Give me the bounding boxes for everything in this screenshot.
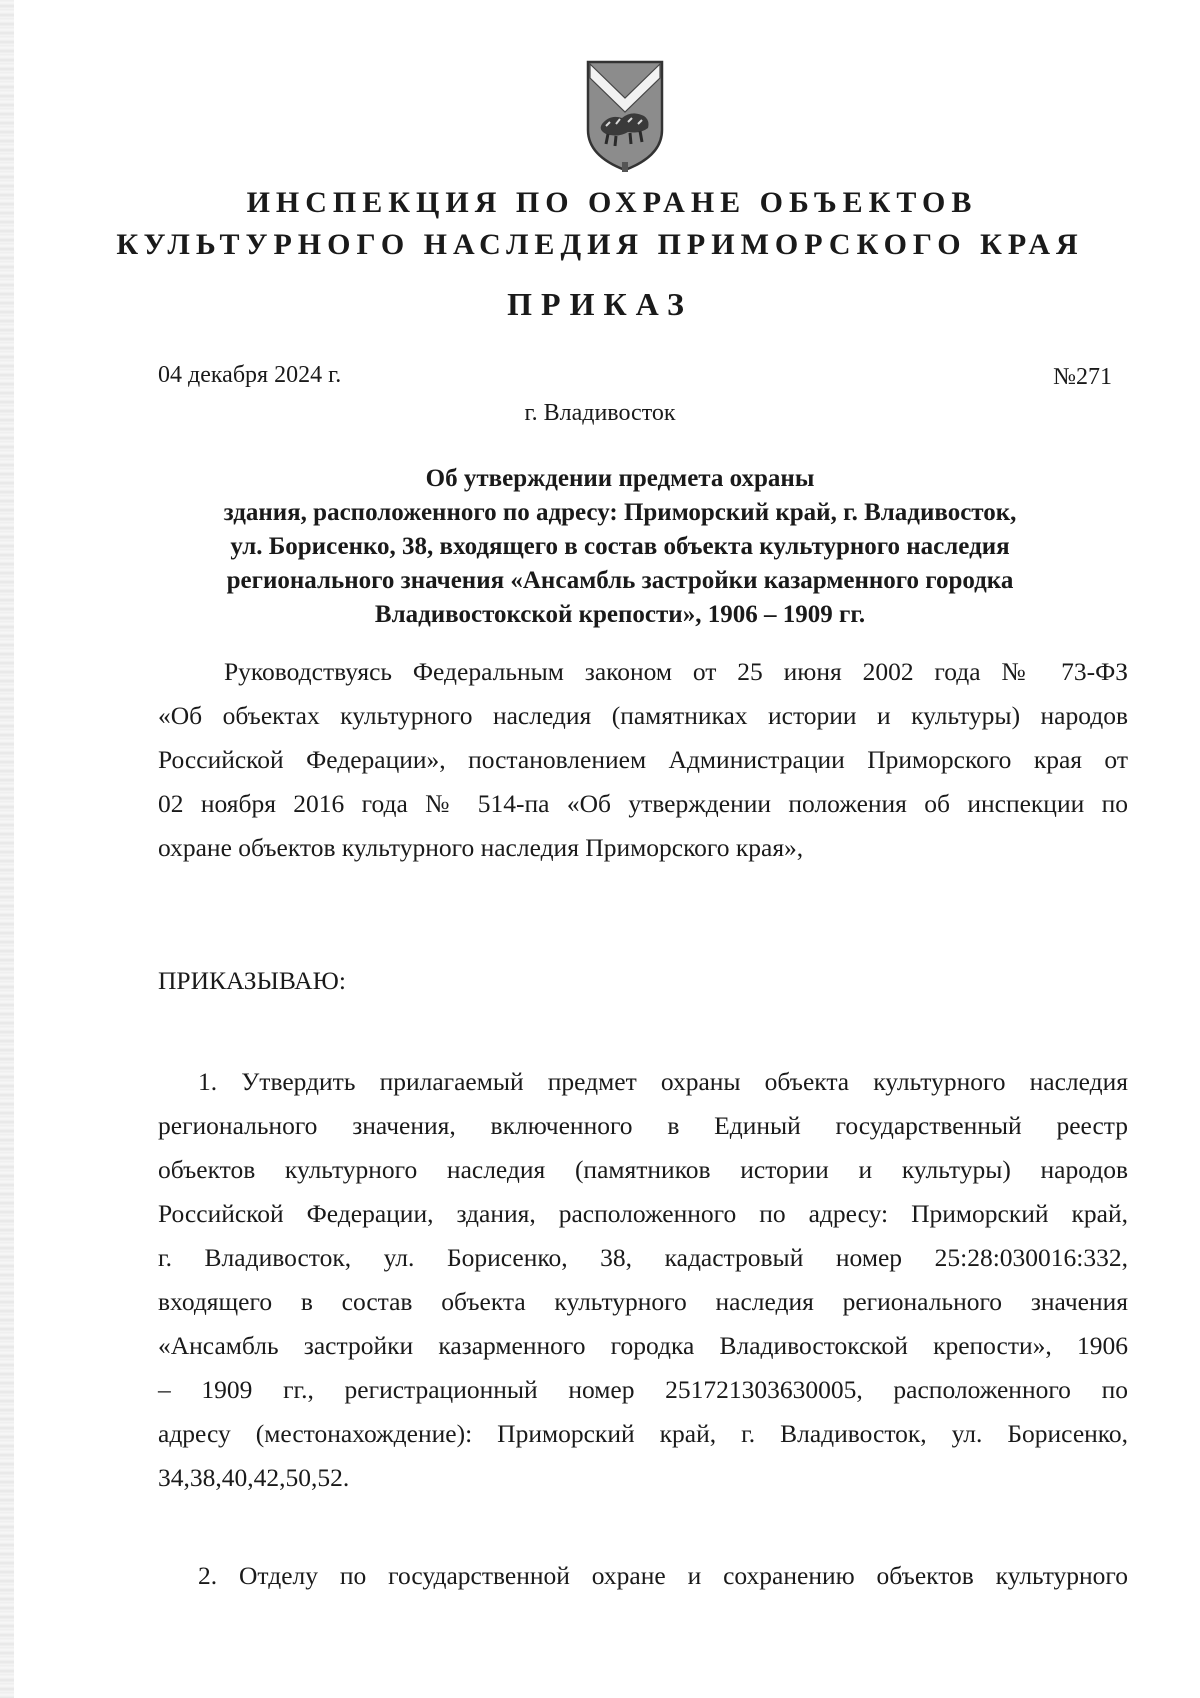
- paragraph-line: 1. Утвердить прилагаемый предмет охраны объекта культурного наследия: [198, 1067, 1128, 1096]
- organization-name-line-2: КУЛЬТУРНОГО НАСЛЕДИЯ ПРИМОРСКОГО КРАЯ: [116, 228, 1084, 261]
- organization-name-line-1: ИНСПЕКЦИЯ ПО ОХРАНЕ ОБЪЕКТОВ: [246, 186, 978, 219]
- paragraph-line: Российской Федерации, здания, расположенного по адресу: Приморский край,: [158, 1199, 1128, 1228]
- document-number: №271: [1053, 364, 1112, 390]
- order-item-1: [158, 1060, 1128, 1500]
- paragraph-line: охране объектов культурного наследия Приморского края»,: [158, 833, 804, 862]
- subject-line: Владивостокской крепости», 1906 – 1909 гг.: [374, 601, 866, 628]
- paragraph-line: входящего в состав объекта культурного наследия регионального значения: [158, 1287, 1128, 1316]
- paragraph-line: «Об объектах культурного наследия (памятниках истории и культуры) народов: [158, 701, 1128, 730]
- document-date: 04 декабря 2024 г.: [158, 362, 342, 388]
- subject-line: ул. Борисенко, 38, входящего в состав объекта культурного наследия: [230, 533, 1010, 560]
- subject-line: регионального значения «Ансамбль застройки казарменного городка: [226, 567, 1014, 594]
- subject-line: здания, расположенного по адресу: Приморский край, г. Владивосток,: [223, 499, 1017, 526]
- order-item-2: [158, 1554, 1128, 1598]
- document-type-title: ПРИКАЗ: [507, 286, 693, 322]
- paragraph-line: объектов культурного наследия (памятников истории и культуры) народов: [158, 1155, 1128, 1184]
- decree-heading: ПРИКАЗЫВАЮ:: [158, 966, 346, 995]
- paragraph-line: Российской Федерации», постановлением Администрации Приморского края от: [158, 745, 1128, 774]
- paragraph-line: г. Владивосток, ул. Борисенко, 38, кадастровый номер 25:28:030016:332,: [158, 1243, 1128, 1272]
- legal-basis-paragraph: [158, 650, 1128, 870]
- paragraph-line: 34,38,40,42,50,52.: [158, 1463, 350, 1492]
- coat-of-arms-emblem: [584, 58, 666, 176]
- paragraph-line: 02 ноября 2016 года № 514-па «Об утверждении положения об инспекции по: [158, 789, 1128, 818]
- document-city: г. Владивосток: [524, 400, 676, 426]
- paragraph-line: – 1909 гг., регистрационный номер 251721303630005, расположенного по: [158, 1375, 1128, 1404]
- document-subject: [150, 462, 1090, 632]
- paragraph-line: адресу (местонахождение): Приморский край, г. Владивосток, ул. Борисенко,: [158, 1419, 1128, 1448]
- subject-line: Об утверждении предмета охраны: [425, 465, 815, 492]
- paragraph-line: 2. Отделу по государственной охране и сохранению объектов культурного: [198, 1561, 1128, 1590]
- paragraph-line: регионального значения, включенного в Единый государственный реестр: [158, 1111, 1128, 1140]
- paragraph-line: «Ансамбль застройки казарменного городка Владивостокской крепости», 1906: [158, 1331, 1128, 1360]
- paragraph-line: Руководствуясь Федеральным законом от 25 июня 2002 года № 73-ФЗ: [224, 657, 1128, 686]
